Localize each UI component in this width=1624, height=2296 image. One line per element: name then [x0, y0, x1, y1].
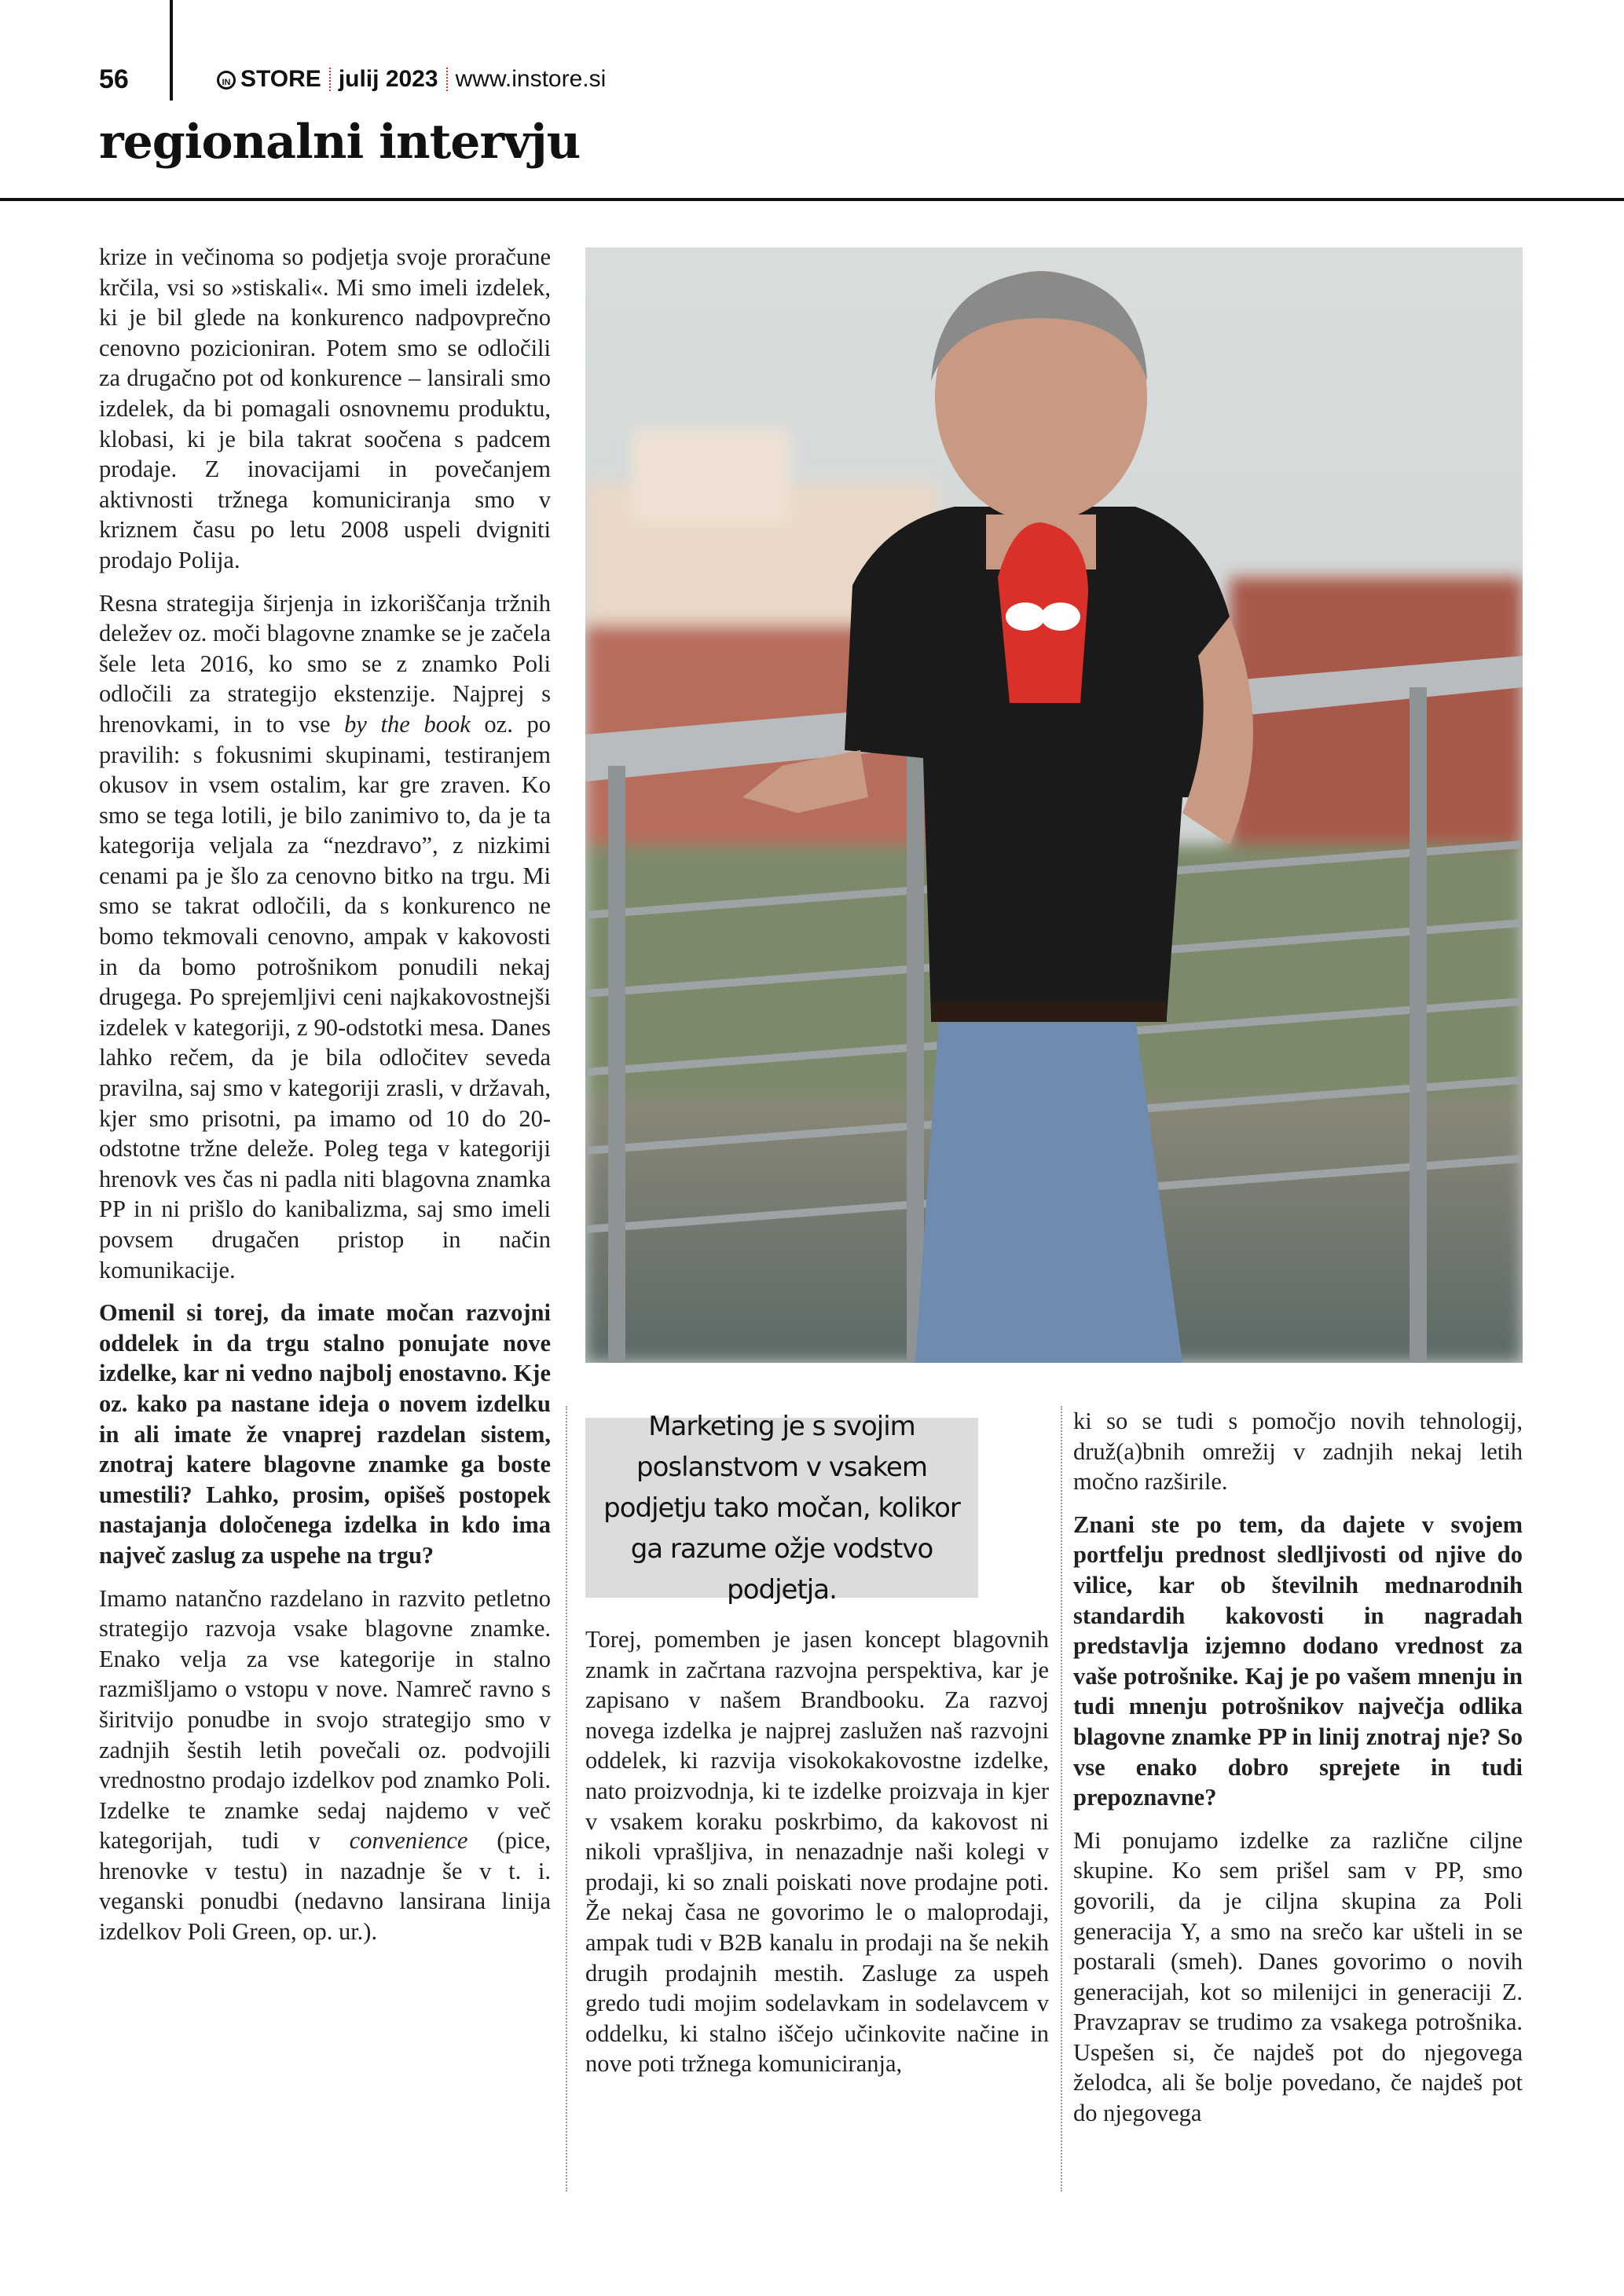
text: (pice, hrenovke v testu) in nazadnje še v t. i. veganski ponudbi (nedavno lansirana linija izdelkov Poli Green, op. ur.). [99, 1827, 551, 1946]
interview-question: Znani ste po tem, da dajete v svojem portfelju prednost sledljivosti od njive do vilice, kar ob številnih mednarodnih standardih kakovosti in nagradah predstavlja izjemno dodano vrednost za vaše potrošnike. Kaj je po vašem mnenju in tudi mnenju potrošnikov največja odlika blagovne znamke PP in linij znotraj nje? So vse enako dobro sprejete in tudi prepoznavne? [1073, 1511, 1523, 1811]
header-rule [0, 198, 1624, 201]
italic-text: convenience [349, 1827, 468, 1855]
header-vertical-rule [170, 0, 173, 101]
paragraph [99, 242, 551, 576]
masthead [217, 66, 606, 93]
interview-photo [585, 247, 1523, 1363]
text: Resna strategija širjenja in izkoriščanja tržnih deležev oz. moči blagovne znamke se je začela šele leta 2016, ko smo se z znamko Poli odločili za strategijo ekstenzije. Najprej s hrenovkami, in to vse [99, 589, 551, 738]
paragraph [99, 1584, 551, 1947]
left-column [99, 242, 551, 1960]
website: www.instore.si [455, 66, 607, 92]
separator [329, 68, 331, 91]
text: oz. po pravilih: s fokusnimi skupinami, testiranjem okusov in vsem ostalim, kar gre zraven. Ko smo se tega lotili, je bilo zanimivo to, da je ta kategorija veljala za “nezdravo”, z nizkimi cenami pa je šlo za cenovno bitko na trgu. Mi smo se takrat odločili, da s konkurenco ne bomo tekmovali cenovno, ampak v kakovosti in da bomo potrošnikom ponudili nekaj drugega. Po sprejemljivi ceni najkakovostnejši izdelek v kategoriji, z 90-odstotki mesa. Danes lahko rečem, da je bila odločitev seveda pravilna, saj smo v kategoriji zrasli, v državah, kjer smo prisotni, pa imamo od 10 do 20-odstotne tržne deleže. Poleg tega v kategoriji hrenovk ves čas ni padla niti blagovna znamka PP in ni prišlo do kanibalizma, saj smo imeli povsem drugačen pristop in način komunikacije. [99, 710, 551, 1283]
italic-text: by the book [344, 710, 471, 738]
paragraph: Torej, pomemben je jasen koncept blagovnih znamk in začrtana razvojna perspektiva, kar je zapisano v našem Brandbooku. Za razvoj novega izdelka je najprej zaslužen naš razvojni oddelek, ki razvija visokokakovostne izdelke, nato proizvodnja, ki te izdelke proizvaja in kjer v vsakem koraku poskrbimo, da kakovost ni nikoli vprašljiva, in nenazadnje naši kolegi v prodaji, ki so znali poiskati nove prodajne poti. Že nekaj časa ne govorimo le o maloprodaji, ampak tudi v B2B kanalu in prodaji na še nekih drugih prodajnih mestih. Zasluge za uspeh gredo tudi mojim sodelavkam in sodelavcem v oddelku, ki stalno iščejo učinkovite načine in nove poti tržnega komuniciranja, [585, 1626, 1049, 2078]
page-number: 56 [99, 64, 129, 94]
publication-name: STORE [240, 66, 321, 92]
section-title: regionalni intervju [99, 115, 581, 170]
text: Imamo natančno razdelano in razvito petletno strategijo razvoja vsake blagovne znamke. Enako velja za vse kategorije in stalno razmišljamo o vstopu v nove. Namreč ravno s širitvijo ponudbe in svojo strategijo smo v zadnjih šestih letih povečali oz. podvojili vrednostno prodajo izdelkov pod znamko Poli. Izdelke te znamke sedaj najdemo v več kategorijah, tudi v [99, 1584, 551, 1855]
column-divider [1061, 1406, 1062, 2192]
paragraph: ki so se tudi s pomočjo novih tehnologij, druž(a)bnih omrežij v zadnjih nekaj letih močno razširile. [1073, 1408, 1523, 1496]
text: krize in večinoma so podjetja svoje proračune krčila, vsi so »stiskali«. Mi smo imeli izdelek, ki je bil glede na konkurenco nadpovprečno cenovno pozicioniran. Potem smo se odločili za drugačno pot od konkurence – lansirali smo izdelek, da bi pomagali osnovnemu produktu, klobasi, ki je bila takrat soočena s padcem prodaje. Z inovacijami in povečanjem aktivnosti tržnega komuniciranja smo v kriznem času po letu 2008 uspeli dvigniti prodajo Polija. [99, 244, 551, 573]
middle-column [585, 1624, 1049, 2092]
column-divider [566, 1406, 567, 2192]
paragraph [99, 588, 551, 1286]
in-logo-icon: IN [217, 71, 236, 90]
text: Omenil si torej, da imate močan razvojni oddelek in da trgu stalno ponujate nove izdelke, kar ni vedno najbolj enostavno. Kje oz. kako pa nastane ideja o novem izdelku in ali imate že vnaprej razdelan sistem, znotraj katere blagovne znamke ga boste umestili? Lahko, prosim, opišeš postopek nastajanja določenega izdelka in kdo ima največ zaslug za uspehe na trgu? [99, 1299, 551, 1569]
interview-question [99, 1298, 551, 1570]
separator [446, 68, 448, 91]
issue-date: julij 2023 [338, 66, 438, 92]
right-column [1073, 1406, 1523, 2141]
publication-logo [217, 66, 321, 93]
paragraph: Mi ponujamo izdelke za različne ciljne skupine. Ko sem prišel sam v PP, smo govorili, da je ciljna skupina za Poli generacija Y, a smo na srečo kar ušteli in se postarali (smeh). Danes govorimo o novih generacijah, kot so milenijci in generaciji Z. Pravzaprav se trudimo za vsakega potrošnika. Uspešen si, če najdeš pot do njegovega želodca, ali še bolje povedano, če najdeš pot do njegovega [1073, 1826, 1523, 2127]
pull-quote: Marketing je s svojim poslanstvom v vsakem podjetju tako močan, kolikor ga razume ožje vodstvo podjetja. [585, 1418, 978, 1598]
